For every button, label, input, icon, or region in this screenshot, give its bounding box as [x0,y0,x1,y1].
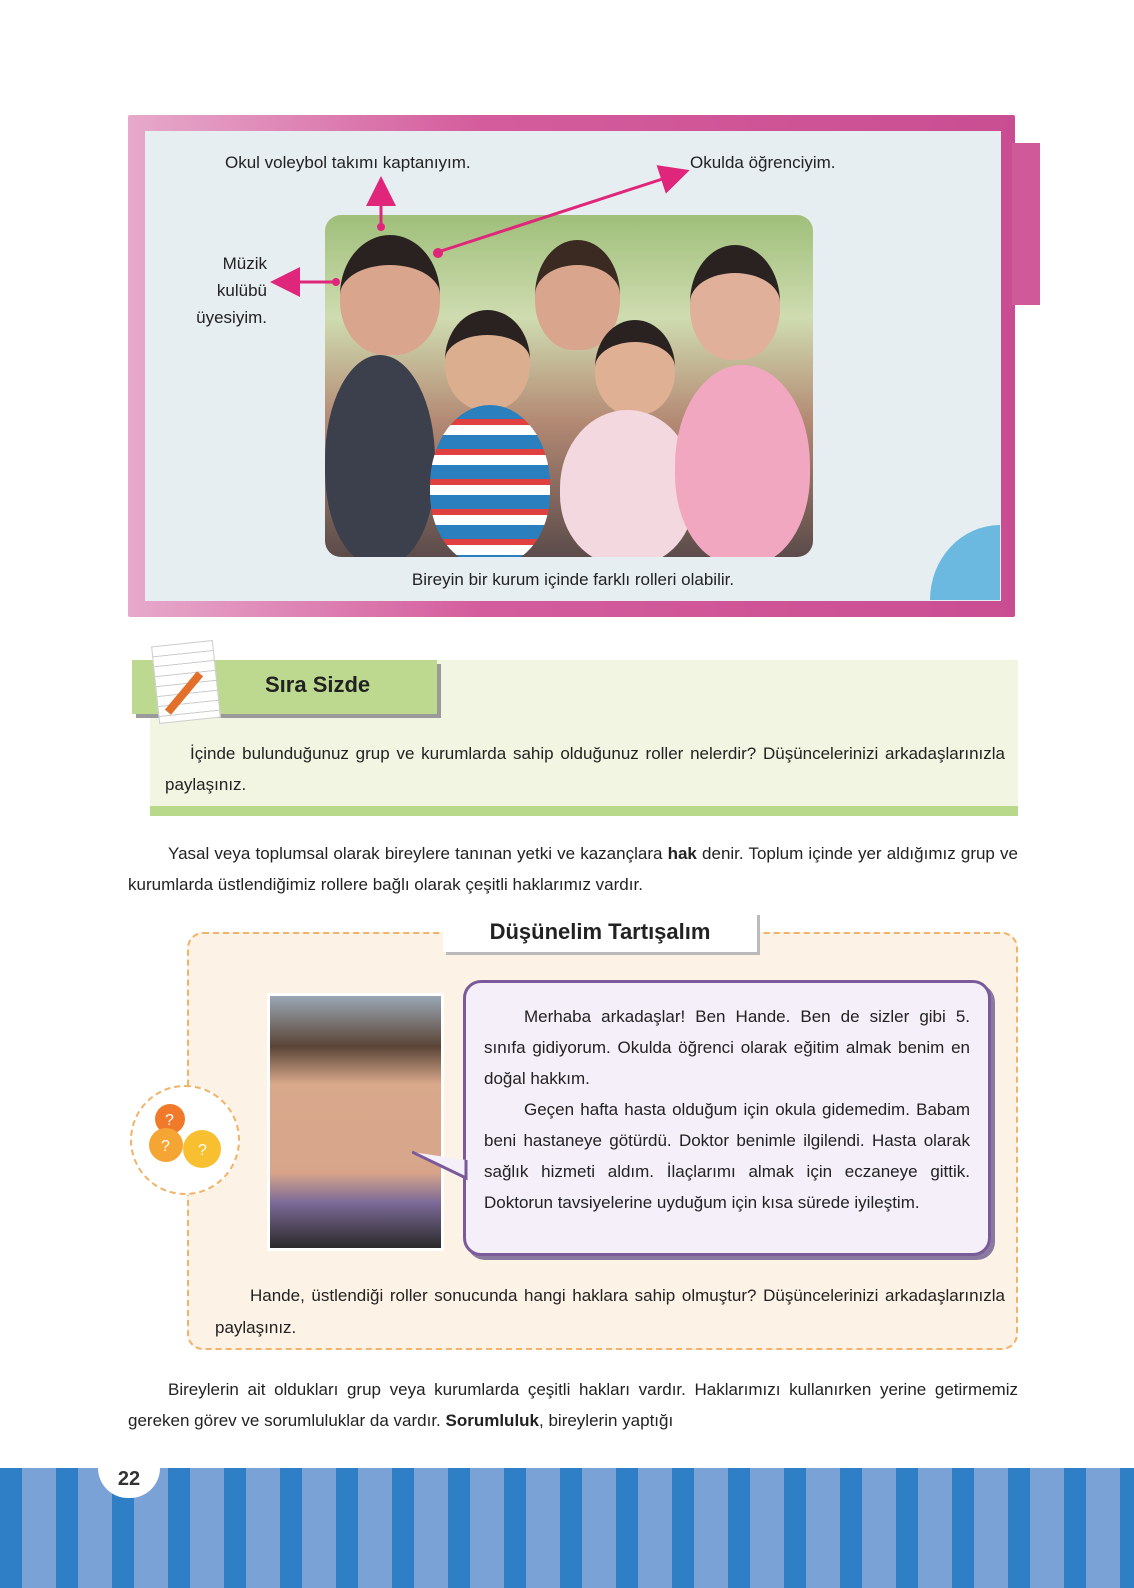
speech-bubble: Merhaba arkadaşlar! Ben Hande. Ben de sizler gibi 5. sınıfa gidiyorum. Okulda öğrenci olarak eğitim almak benim en doğal hakkım. Geçen hafta hasta olduğum için okula gidemedim. Babam beni hastaneye götürdü. Doktor benimle ilgilendi. Hasta olarak sağlık hizmeti aldım. İlaçlarımı almak için eczaneye gittik. Doktorun tavsiyelerine uyduğum için kısa sürede iyileştim. [463,980,991,1256]
label-captain: Okul voleybol takımı kaptanıyım. [225,153,471,172]
paragraph-sorumluluk: Bireylerin ait oldukları grup veya kurumlarda çeşitli hakları vardır. Haklarımızı kullanırken yerine getirmemiz gereken görev ve sorumluluklar da vardır. Sorumluluk, bireylerin yaptığı [128,1380,1018,1430]
figure-caption: Bireyin bir kurum içinde farklı rolleri olabilir. [411,570,735,589]
hande-photo [267,993,444,1251]
arrow-student [438,172,684,252]
svg-text:?: ? [165,1112,174,1129]
dusunelim-title: Düşünelim Tartışalım [443,912,757,952]
bubble-tail [412,1150,472,1200]
arrows [0,0,1134,620]
notepad-icon [151,640,221,724]
svg-text:?: ? [161,1138,170,1155]
sira-sizde-underline [150,806,1018,816]
paragraph-hak: Yasal veya toplumsal olarak bireylere tanınan yetki ve kazançlara hak denir. Toplum içinde yer aldığımız grup ve kurumlarda üstlendiğimiz rollere bağlı olarak çeşitli haklarımız vardır. [128,844,1018,894]
sira-sizde-text: İçinde bulunduğunuz grup ve kurumlarda sahip olduğunuz roller nelerdir? Düşüncelerinizi arkadaşlarınızla paylaşınız. [165,744,1005,794]
sira-sizde-title: Sıra Sizde [265,672,371,697]
question-bubbles-icon [130,1085,240,1195]
dusunelim-question: Hande, üstlendiği roller sonucunda hangi haklara sahip olmuştur? Düşüncelerinizi arkadaşlarınızla paylaşınız. [215,1286,1005,1337]
footer-stripes [0,1468,1134,1588]
label-music: Müzik kulübü üyesiyim. [196,254,267,327]
page-number: 22 [98,1452,160,1498]
svg-text:?: ? [198,1142,207,1159]
label-student: Okulda öğrenciyim. [690,153,836,172]
